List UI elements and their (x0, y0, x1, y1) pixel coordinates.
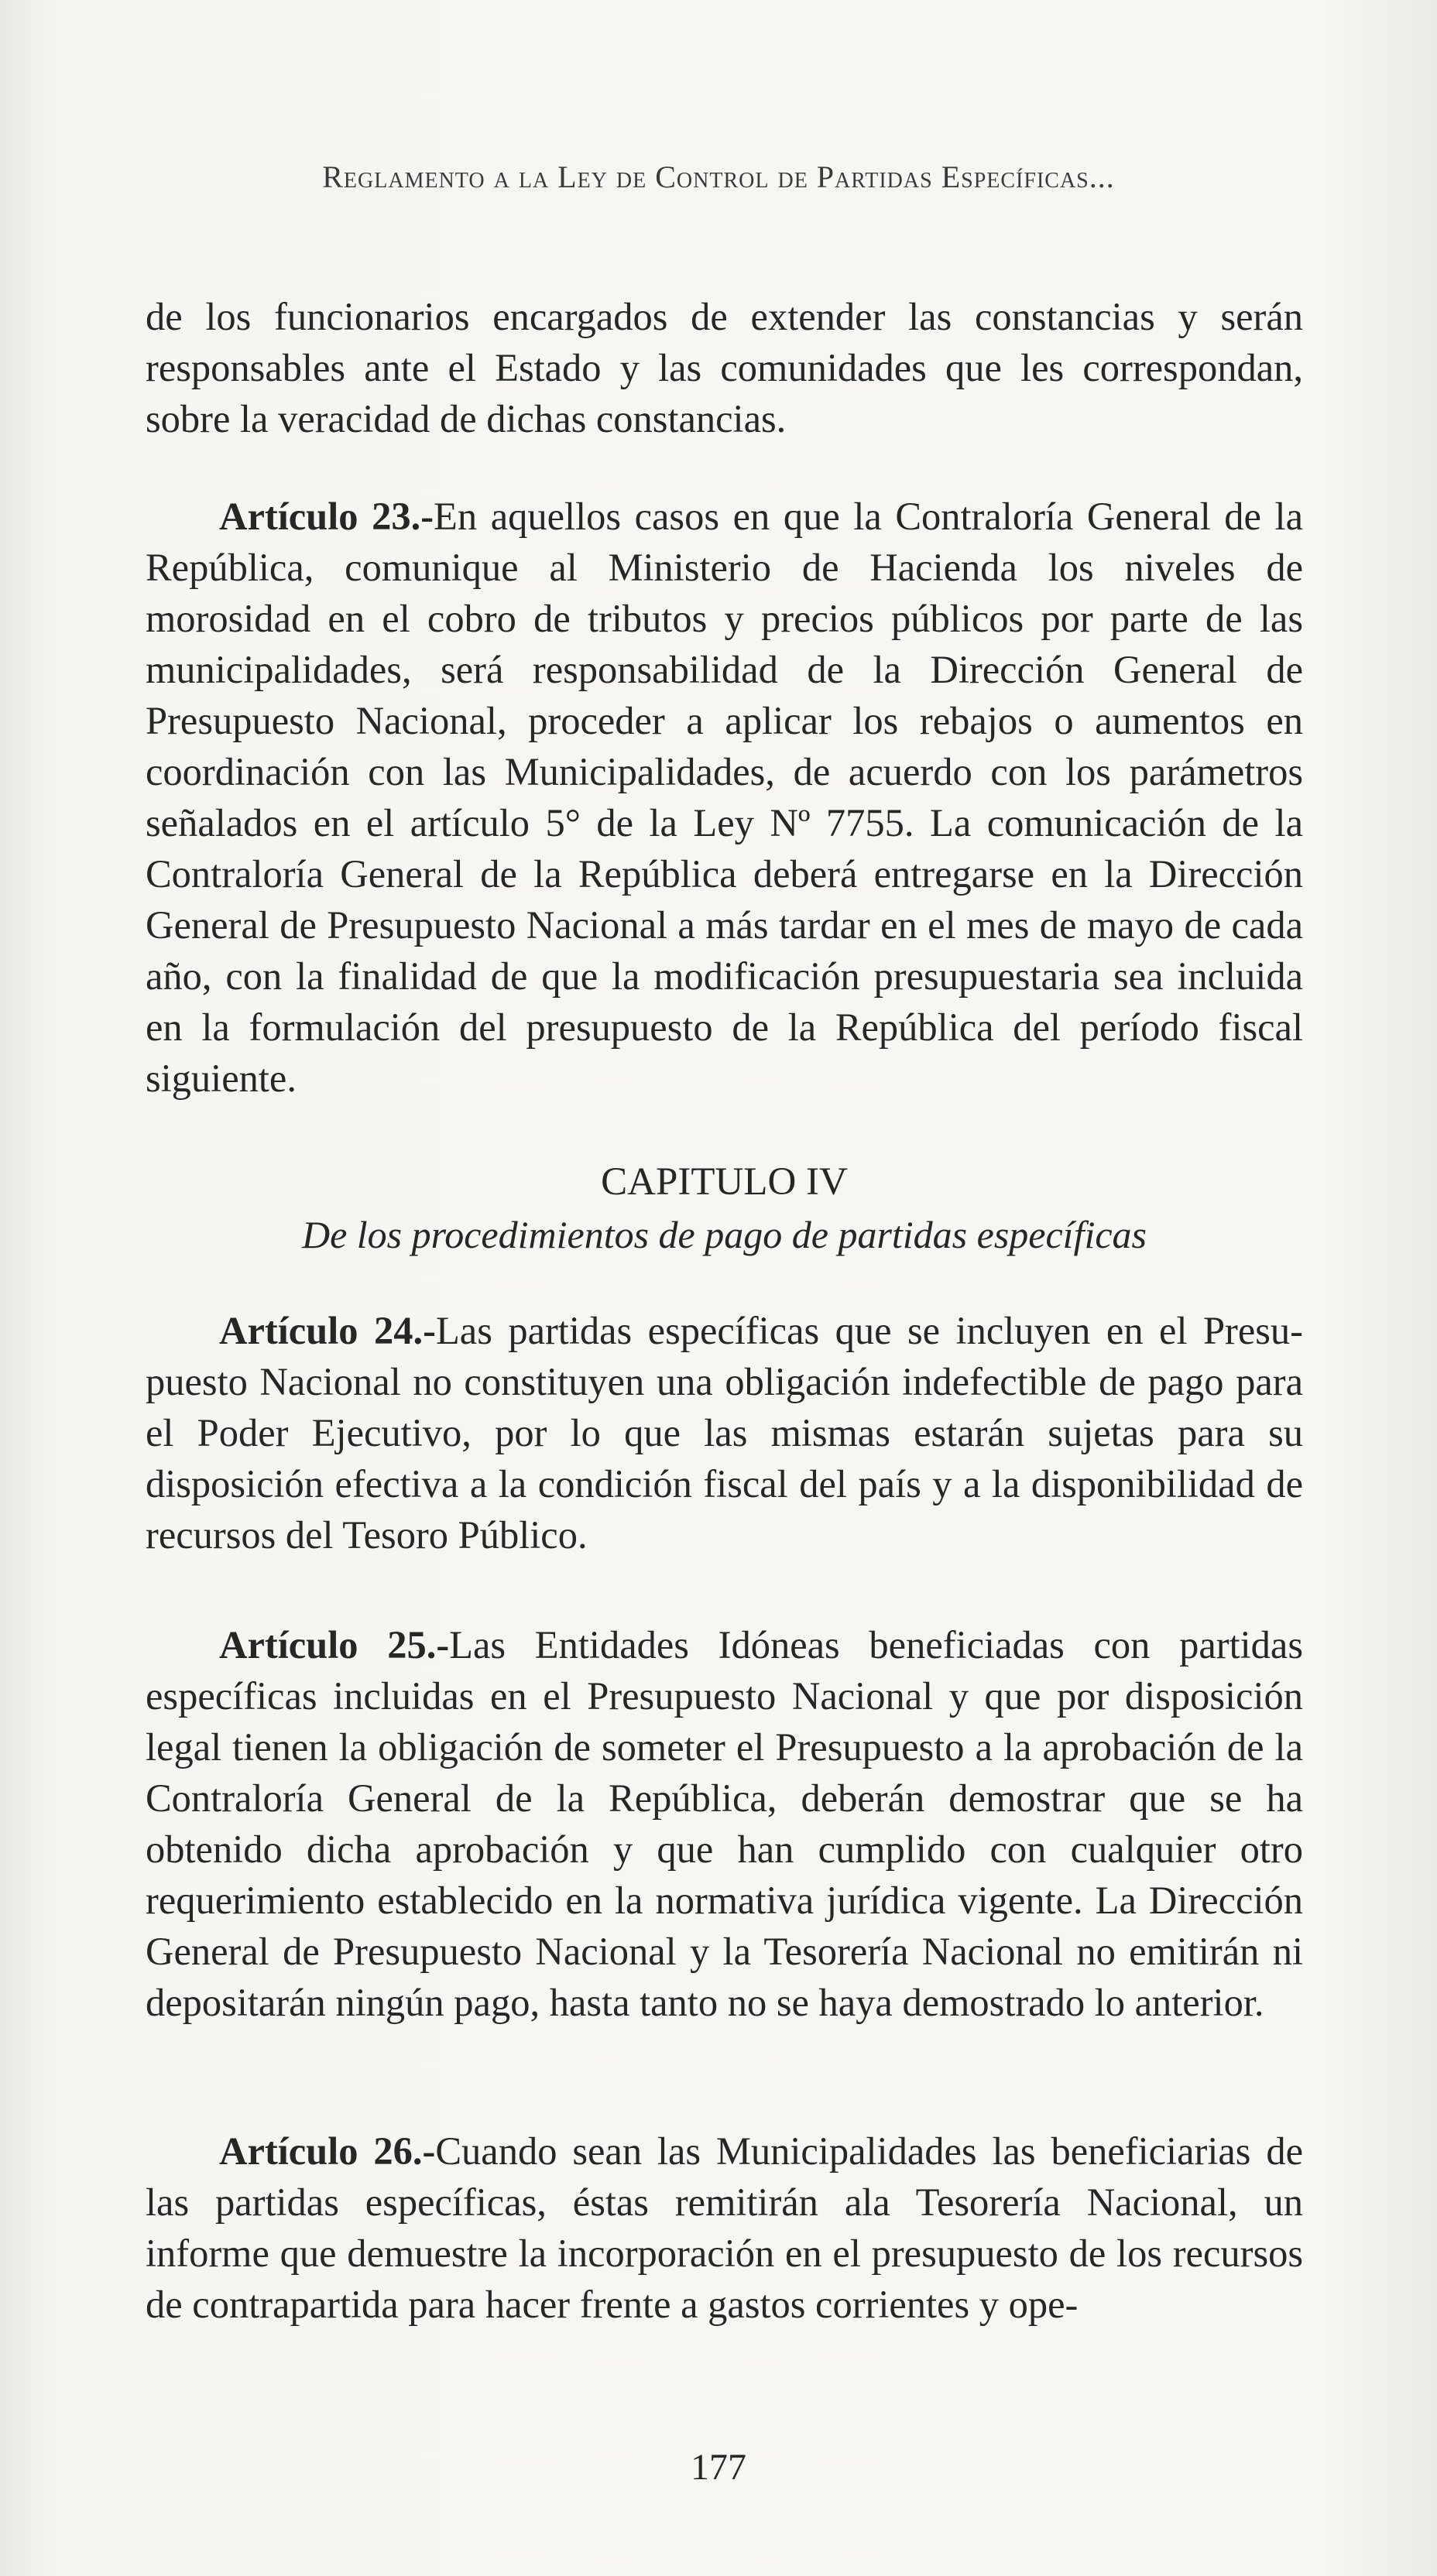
continuation-text: de los funcionarios encargados de extender las constancias y serán responsables ante el Estado y las comunidades que les correspondan, sobre la veracidad de dichas constancias. (146, 295, 1303, 440)
article-24-text: Las partidas específicas que se incluyen en el Presupuesto Nacional no constituyen una obligación indefectible de pago para el Poder Ejecutivo, por lo que las mismas estarán sujetas para su disposición efectiva a la condición fiscal del país y a la disponibilidad de recursos del Tesoro Público. (146, 1309, 1303, 1557)
article-24 (146, 1305, 1303, 1560)
article-23-label: Artículo 23.- (219, 495, 434, 538)
running-head: Reglamento a la Ley de Control de Partidas Específicas... (322, 159, 1115, 194)
article-25-text: Las Entidades Idóneas beneficiadas con partidas específicas incluidas en el Presupuesto Nacional y que por disposición legal tienen la obligación de someter el Presupuesto a la aprobación de la Contraloría General de la República, deberán demostrar que se ha obtenido dicha aprobación y que han cumplido con cualquier otro requerimiento establecido en la normativa jurídica vigente. La Dirección General de Presupuesto Nacional y la Tesorería Nacional no emitirán ni depositarán ningún pago, hasta tanto no se haya demostrado lo anterior. (146, 1623, 1303, 2024)
article-23-text: En aquellos casos en que la Contraloría General de la República, comunique al Ministerio de Hacienda los niveles de morosidad en el cobro de tributos y precios públicos por parte de las municipalidades, será responsabilidad de la Dirección General de Presupuesto Nacional, proceder a aplicar los rebajos o aumentos en coordinación con las Municipalidades, de acuerdo con los parámetros señalados en el artículo 5° de la Ley Nº 7755. La comunicación de la Contraloría General de la República deberá entregarse en la Dirección General de Presupuesto Nacional a más tardar en el mes de mayo de cada año, con la finalidad de que la modificación presupuestaria sea incluida en la formulación del presupuesto de la República del período fiscal siguiente. (146, 495, 1303, 1100)
article-24-label: Artículo 24.- (219, 1309, 436, 1352)
article-26 (146, 2126, 1303, 2330)
article-26-label: Artículo 26.- (219, 2129, 436, 2173)
continuation-paragraph (146, 291, 1303, 444)
article-25 (146, 1619, 1303, 2028)
page-number: 177 (691, 2447, 746, 2488)
chapter-subtitle: De los procedimientos de pago de partidas específicas (301, 1213, 1147, 1256)
chapter-title: CAPITULO IV (601, 1160, 848, 1204)
article-23 (146, 491, 1303, 1104)
article-26-text: Cuando sean las Municipalidades las beneficiarias de las partidas específicas, éstas remitirán ala Tesorería Nacional, un informe que demuestre la incorporación en el presupuesto de los recursos de contrapartida para hacer frente a gastos corrientes y ope- (146, 2129, 1303, 2326)
article-25-label: Artículo 25.- (219, 1623, 450, 1667)
